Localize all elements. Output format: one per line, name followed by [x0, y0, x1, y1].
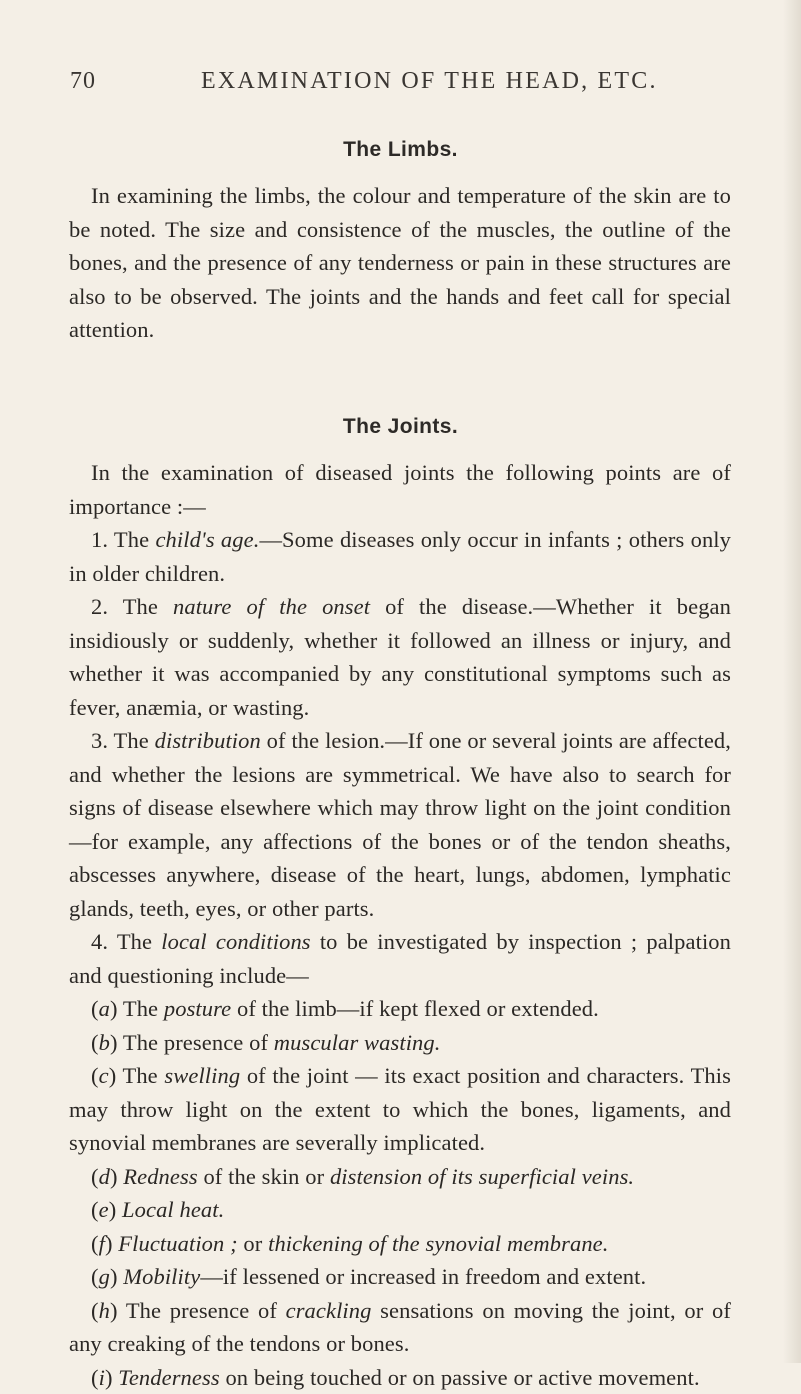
term-childs-age: child's age.	[155, 527, 259, 552]
joint-point-1: 1. The child's age.—Some diseases only occur in infants ; others only in older children.	[69, 523, 731, 590]
term-local-heat: Local heat.	[122, 1197, 224, 1222]
item-i: (i) Tenderness on being touched or on passive or active movement.	[69, 1361, 731, 1394]
term-mobility: Mobility	[123, 1264, 200, 1289]
joint-point-4: 4. The local conditions to be investigated by inspection ; palpation and questioning include—	[69, 925, 731, 992]
joints-intro: In the examination of diseased joints the following points are of importance :—	[69, 456, 731, 523]
term-distension: distension of its superficial veins.	[330, 1164, 634, 1189]
term-redness: Redness	[123, 1164, 197, 1189]
term-swelling: swelling	[164, 1063, 240, 1088]
limbs-heading: The Limbs.	[0, 138, 801, 162]
limbs-paragraph: In examining the limbs, the colour and temperature of the skin are to be noted. The size and consistence of the muscles, the outline of the bones, and the presence of any tenderness or pain in these structures are also to be observed. The joints and the hands and feet call for special attention.	[69, 179, 731, 347]
term-posture: posture	[164, 996, 231, 1021]
page-number: 70	[70, 68, 96, 95]
item-c: (c) The swelling of the joint — its exact position and characters. This may throw light on the extent to which the bones, ligaments, and synovial membranes are severally implicated.	[69, 1059, 731, 1160]
joint-point-2: 2. The nature of the onset of the disease.—Whether it began insidiously or suddenly, whether it followed an illness or injury, and whether it was accompanied by any constitutional symptoms such as fever, anæmia, or wasting.	[69, 590, 731, 724]
term-muscular-wasting: muscular wasting.	[274, 1030, 441, 1055]
term-thickening: thickening of the synovial membrane.	[268, 1231, 608, 1256]
item-b: (b) The presence of muscular wasting.	[69, 1026, 731, 1060]
term-distribution: distribution	[155, 728, 261, 753]
page-edge-shadow	[783, 0, 801, 1363]
term-fluctuation: Fluctuation ;	[118, 1231, 237, 1256]
item-d: (d) Redness of the skin or distension of its superficial veins.	[69, 1160, 731, 1194]
term-local-conditions: local conditions	[161, 929, 310, 954]
running-title: EXAMINATION OF THE HEAD, ETC.	[201, 68, 658, 95]
running-head	[70, 68, 731, 98]
item-f: (f) Fluctuation ; or thickening of the synovial membrane.	[69, 1227, 731, 1261]
term-nature-of-onset: nature of the onset	[173, 594, 370, 619]
term-crackling: crackling	[286, 1298, 372, 1323]
joints-heading: The Joints.	[0, 415, 801, 439]
item-g: (g) Mobility—if lessened or increased in freedom and extent.	[69, 1260, 731, 1294]
item-e: (e) Local heat.	[69, 1193, 731, 1227]
item-h: (h) The presence of crackling sensations on moving the joint, or of any creaking of the tendons or bones.	[69, 1294, 731, 1361]
limbs-section	[69, 179, 731, 347]
joints-section	[69, 456, 731, 1394]
joint-point-3: 3. The distribution of the lesion.—If one or several joints are affected, and whether the lesions are symmetrical. We have also to search for signs of disease elsewhere which may throw light on the joint condition—for example, any affections of the bones or of the tendon sheaths, abscesses anywhere, disease of the heart, lungs, abdomen, lymphatic glands, teeth, eyes, or other parts.	[69, 724, 731, 925]
term-tenderness: Tenderness	[118, 1365, 219, 1390]
item-a: (a) The posture of the limb—if kept flexed or extended.	[69, 992, 731, 1026]
